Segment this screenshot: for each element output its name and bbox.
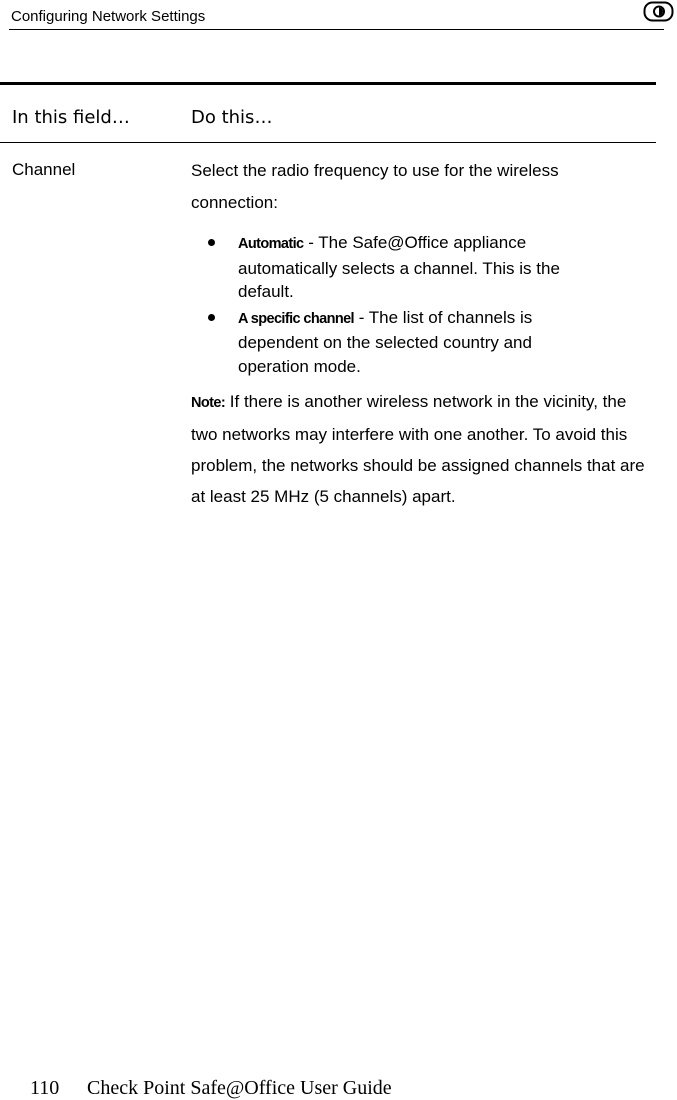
chapter-title: Configuring Network Settings [11, 8, 206, 25]
option-term: Automatic [238, 236, 304, 252]
column-header-action: Do this… [191, 107, 273, 128]
option-list [204, 231, 624, 380]
page-number: 110 [30, 1077, 60, 1099]
list-item [204, 231, 624, 304]
column-header-field: In this field… [12, 107, 130, 128]
table-header-divider [0, 142, 656, 143]
bullet-icon [208, 314, 215, 321]
option-term: A specific channel [238, 310, 354, 327]
option-description: - The Safe@Office appliance automatically selects a channel. This is the default. [238, 233, 560, 301]
field-description: Select the radio frequency to use for the wireless connection: [191, 161, 559, 212]
check-point-logo-icon [643, 1, 674, 22]
note-text: If there is another wireless network in the vicinity, the two networks may interfere with one another. To avoid this problem, the networks should be assigned channels that are at least 25 MHz (5 channels) apart. [191, 392, 645, 506]
note-label: Note: [191, 395, 226, 411]
book-title: Check Point Safe@Office User Guide [87, 1077, 392, 1099]
bullet-icon [208, 239, 215, 246]
note-paragraph [191, 386, 651, 512]
page-footer [30, 1076, 392, 1100]
field-name-channel: Channel [12, 160, 76, 179]
option-description: - The list of channels is dependent on the selected country and operation mode. [238, 307, 533, 376]
table-top-divider [0, 82, 656, 85]
header-divider [9, 29, 664, 30]
list-item [204, 306, 624, 379]
